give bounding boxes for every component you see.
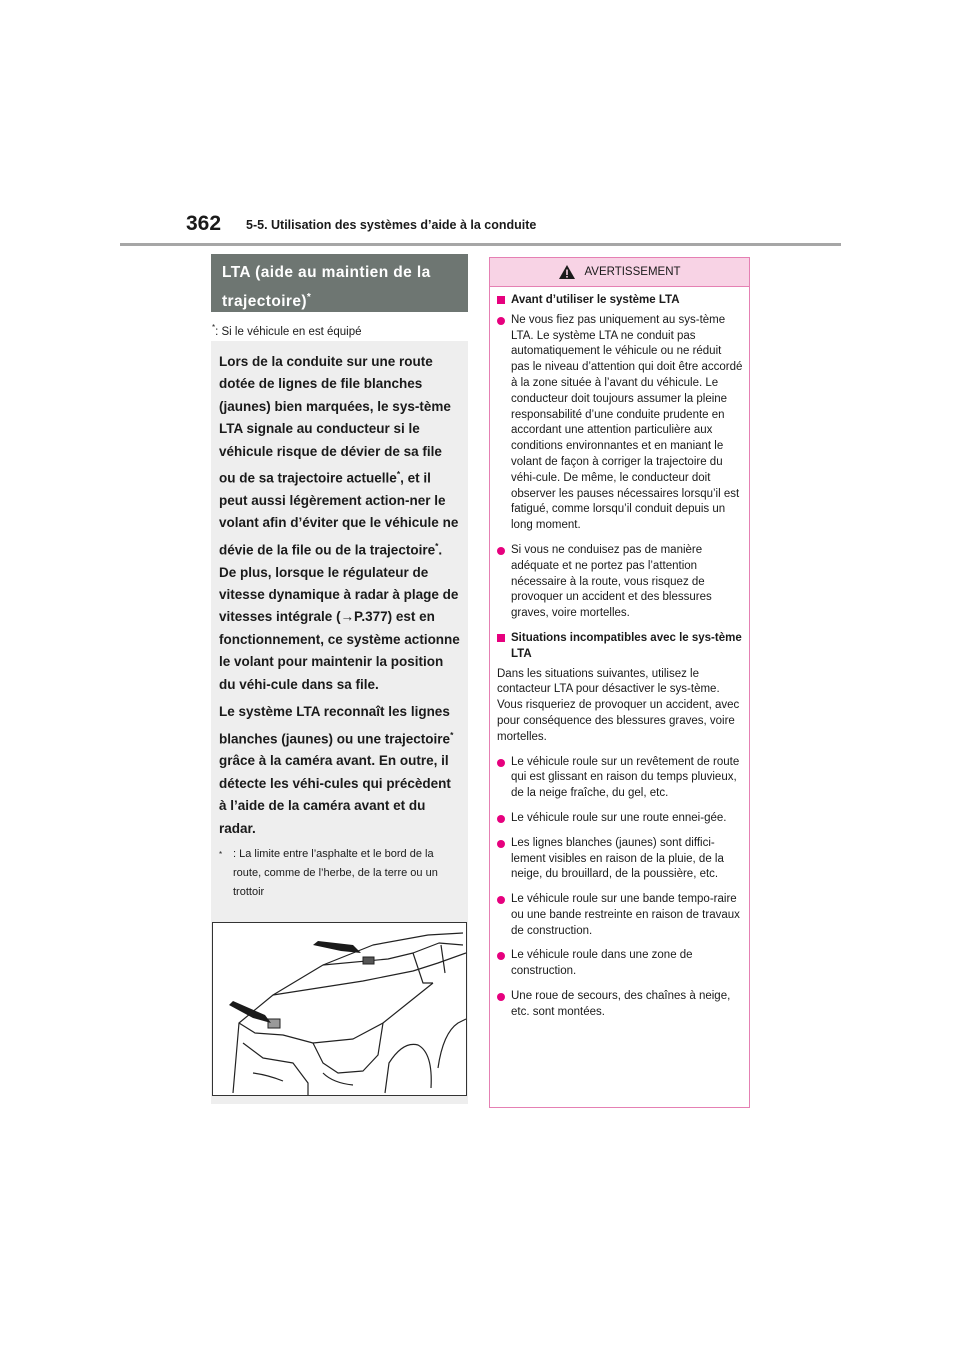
warning-title: AVERTISSEMENT bbox=[584, 266, 681, 278]
list-item: Le véhicule roule sur une route ennei-gée. bbox=[497, 811, 743, 827]
list-item: Le véhicule roule sur une bande tempo-raire ou une bande restreinte en raison de travaux de construction. bbox=[497, 892, 743, 939]
warning-heading-1: Avant d’utiliser le système LTA bbox=[497, 293, 743, 309]
list-item: Le véhicule roule sur un revêtement de route qui est glissant en raison du temps pluvieux, de la neige fraîche, du gel, etc. bbox=[497, 755, 743, 802]
intro-paragraph-1: Lors de la conduite sur une route dotée de lignes de file blanches (jaunes) bien marquées, le sys-tème LTA signale au conducteur si le véhicule risque de dévier de sa file ou de sa trajectoire actuelle*, et il peut aussi légèrement action-ner le volant afin d’éviter que le véhicule ne dévie de la file ou de la trajectoire*. De plus, lorsque le régulateur de vitesse dynamique à radar à plage de vitesses intégrale (→P.377) est en fonctionnement, ce système actionne le volant pour maintenir la position du véhi-cule dans sa file. bbox=[219, 354, 460, 692]
square-bullet-icon bbox=[497, 296, 505, 304]
vehicle-camera-illustration bbox=[212, 922, 467, 1096]
bullet-icon bbox=[497, 815, 505, 823]
square-bullet-icon bbox=[497, 634, 505, 642]
list-item: Le véhicule roule dans une zone de construction. bbox=[497, 948, 743, 980]
section-title-line2: trajectoire)* bbox=[222, 292, 312, 311]
bullet-icon bbox=[497, 993, 505, 1001]
intro-footnote: * : La limite entre l’asphalte et le bord de la route, comme de l’herbe, de la terre ou un trottoir bbox=[219, 848, 438, 899]
section-title-line1: LTA (aide au maintien de la bbox=[222, 264, 431, 281]
list-item: Si vous ne conduisez pas de manière adéquate et ne portez pas l’attention nécessaire à la route, vous risquez de provoquer un accident et des blessures graves, voire mortelles. bbox=[497, 543, 743, 622]
bullet-icon bbox=[497, 547, 505, 555]
intro-paragraph-2: Le système LTA reconnaît les lignes blanches (jaunes) ou une trajectoire* grâce à la caméra avant. En outre, il détecte les véhi-cules qui précèdent à l’aide de la caméra avant et du radar. bbox=[219, 704, 454, 836]
warning-intro-paragraph: Dans les situations suivantes, utilisez le contacteur LTA pour désactiver le sys-tème. Vous risqueriez de provoquer un accident, avec pour conséquence des blessures graves, voire mortelles. bbox=[497, 667, 740, 743]
bullet-icon bbox=[497, 896, 505, 904]
warning-body bbox=[490, 287, 749, 1021]
section-title bbox=[211, 254, 468, 312]
warning-header bbox=[490, 258, 749, 287]
header-divider bbox=[120, 243, 841, 246]
list-item: Une roue de secours, des chaînes à neige, etc. sont montées. bbox=[497, 989, 743, 1021]
bullet-icon bbox=[497, 952, 505, 960]
bullet-icon bbox=[497, 317, 505, 325]
warning-triangle-icon bbox=[558, 264, 576, 280]
list-item: Ne vous fiez pas uniquement au sys-tème LTA. Le système LTA ne conduit pas automatiquement le véhicule ou ne réduit pas le niveau d’attention qui doit être accordé à la zone située à l’avant du véhicule. Le conducteur doit toujours assumer la pleine responsabilité d’une conduite prudente en accordant une attention particulière aux conditions environnantes et en maniant le volant de façon à corriger la trajectoire du véhi-cule. De même, le conducteur doit observer les pauses nécessaires lorsqu’il est fatigué, comme lorsqu’il conduit depuis un long moment. bbox=[497, 313, 743, 534]
list-item: Les lignes blanches (jaunes) sont diffici-lement visibles en raison de la pluie, de la neige, du brouillard, de la poussière, etc. bbox=[497, 836, 743, 883]
bullet-icon bbox=[497, 759, 505, 767]
page-number: 362 bbox=[186, 212, 222, 235]
bullet-icon bbox=[497, 840, 505, 848]
warning-box bbox=[489, 257, 750, 1108]
car-drawing bbox=[213, 923, 466, 1095]
section-header: 5-5. Utilisation des systèmes d’aide à la conduite bbox=[246, 218, 537, 232]
warning-heading-2: Situations incompatibles avec le sys-tème LTA bbox=[497, 631, 743, 663]
availability-note: *: Si le véhicule en est équipé bbox=[212, 323, 362, 338]
